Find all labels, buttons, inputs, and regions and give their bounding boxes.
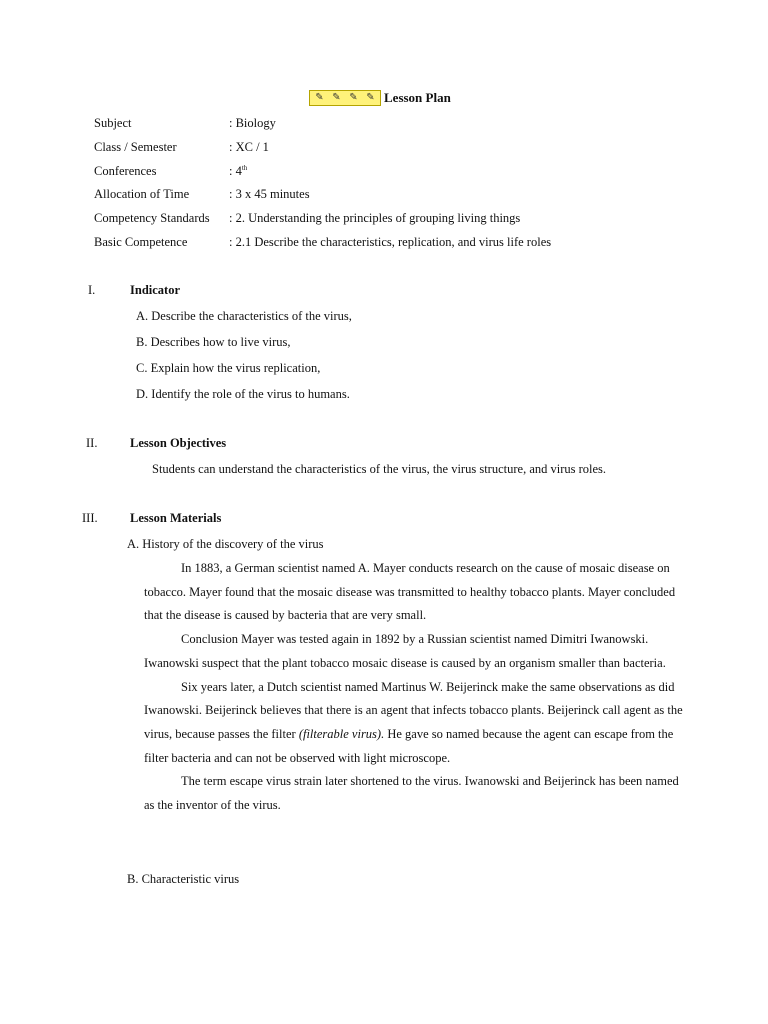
document-title [309,90,451,106]
objectives-text: Students can understand the characteristics of the virus, the virus structure, and virus roles. [152,462,607,476]
info-value-time: : 3 x 45 minutes [229,187,310,201]
section-number: II. [86,436,98,450]
pencil-icon: ✎ [366,92,375,103]
paragraph: Conclusion Mayer was tested again in 1892 by a Russian scientist named Dimitri Iwanowski. Iwanowski suspect that the plant tobacco mosaic disease is caused by an organism smaller than bacteria. [144,632,666,670]
indicator-item: D. Identify the role of the virus to humans. [136,387,350,401]
info-label-competency: Competency Standards [94,211,210,225]
section-title-materials: Lesson Materials [130,511,222,525]
section-number: III. [82,511,98,525]
info-label-class: Class / Semester [94,140,177,154]
subsection-a-title: A. History of the discovery of the virus [127,537,324,551]
info-label-time: Allocation of Time [94,187,190,201]
section-title-objectives: Lesson Objectives [130,436,227,450]
info-value-basic-competence: : 2.1 Describe the characteristics, replication, and virus life roles [229,235,552,249]
indicator-item: A. Describe the characteristics of the virus, [136,309,352,323]
page-title: Lesson Plan [384,90,451,105]
paragraph: The term escape virus strain later shortened to the virus. Iwanowski and Beijerinck has been named as the inventor of the virus. [144,774,679,813]
section-number: I. [88,283,96,297]
info-value-conferences: : 4th [229,164,248,178]
paragraph: Six years later, a Dutch scientist named Martinus W. Beijerinck make the same observations as did Iwanowski. Beijerinck believes that there is an agent that infects tobacco plants. Beijerinck call agent as the virus, because passes the filter (filterable virus). He gave so named because the agent can escape from the filter bacteria and can not be observed with light microscope. [144,679,683,765]
indicator-item: B. Describes how to live virus, [136,335,291,349]
pencil-icon: ✎ [315,92,324,103]
decorative-icons [309,90,381,106]
info-label-basic-competence: Basic Competence [94,235,188,249]
history-paragraphs [144,557,684,818]
indicator-item: C. Explain how the virus replication, [136,361,321,375]
info-label-conferences: Conferences [94,164,157,178]
section-title-indicator: Indicator [130,283,180,297]
info-value-subject: : Biology [229,116,276,130]
info-label-subject: Subject [94,116,132,130]
info-value-class: : XC / 1 [229,140,269,154]
subsection-b-title: B. Characteristic virus [127,872,240,886]
info-value-competency: : 2. Understanding the principles of grouping living things [229,211,521,225]
pencil-icon: ✎ [349,92,358,103]
paragraph: In 1883, a German scientist named A. Mayer conducts research on the cause of mosaic disease on tobacco. Mayer found that the mosaic disease was transmitted to healthy tobacco plants. Mayer concluded that the disease is caused by bacteria that are very small. [144,561,676,623]
pencil-icon: ✎ [332,92,341,103]
